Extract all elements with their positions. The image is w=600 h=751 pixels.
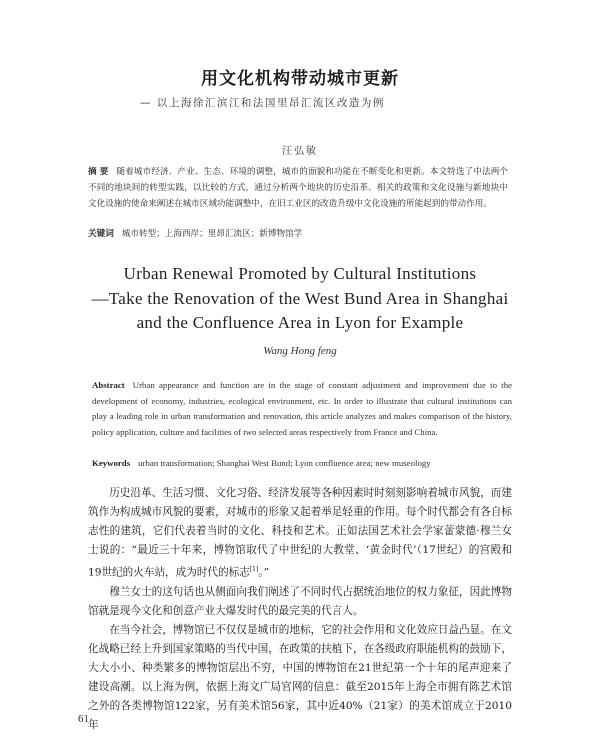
english-keywords-label: Keywords [92, 458, 131, 468]
chinese-title: 用文化机构带动城市更新 [201, 69, 399, 89]
english-title-line: and the Confluence Area in Lyon for Example [136, 313, 464, 332]
english-abstract-text: Urban appearance and function are in the stage of constant adjustment and improvement due to the development of economy, industries, ecological environment, etc. In order to illustrate that cultural institutions can play a leading role in urban transformation and renovation, this article analyzes and makes comparison of the history, policy application, culture and facilities of two selected areas respectively from France and China. [92, 380, 512, 437]
body-paragraph [88, 621, 512, 735]
chinese-abstract-label: 摘 要 [88, 167, 109, 177]
paragraph-text: 历史沿革、生活习惯、文化习俗、经济发展等各种因素时时刻刻影响着城市风貌，而建筑作为构成城市风貌的要素，对城市的形象又起着举足轻重的作用。每个时代都会有各自标志性的建筑，它们代表着当时的文化、科技和艺术。正如法国艺术社会学家蕾蒙德·穆兰女士说的：“最近三十年来，博物馆取代了中世纪的大教堂、‘黄金时代’（17世纪）的宫殿和19世纪的火车站，成为时代的标志 [88, 487, 512, 579]
chinese-abstract-text: 随着城市经济、产业、生态、环境的调整，城市的面貌和功能在不断变化和更新。本文特选了中法两个不同的地块间的转型实践，以比较的方式，通过分析两个地块的历史沿革、相关的政策和文化设施与新地块中文化设施的使命来阐述在城市区域功能调整中，在旧工业区的改造升级中文化设施的所能起到的带动作用。 [88, 167, 508, 209]
body-paragraph [88, 583, 512, 621]
english-author: Wang Hong feng [263, 345, 337, 357]
body-paragraph [88, 484, 512, 583]
chinese-keywords-text: 城市转型；上海西岸；里昂汇流区；新博物馆学 [121, 229, 303, 239]
page-number: 61 [78, 713, 89, 725]
english-abstract [92, 378, 512, 440]
english-abstract-label: Abstract [92, 380, 125, 390]
paragraph-tail: 。” [258, 566, 270, 579]
chinese-keywords-label: 关键词 [88, 229, 114, 239]
chinese-subtitle: — 以上海徐汇滨江和法国里昂汇流区改造为例 [140, 97, 385, 109]
chinese-keywords [88, 227, 508, 241]
chinese-author: 汪弘敏 [282, 146, 318, 157]
english-keywords [92, 456, 512, 470]
english-title-line: —Take the Renovation of the West Bund Area in Shanghai [91, 288, 509, 308]
chinese-abstract [88, 164, 508, 212]
english-title-line: Urban Renewal Promoted by Cultural Institutions [123, 264, 477, 283]
paragraph-text: 穆兰女士的这句话也从侧面向我们阐述了不同时代占据统治地位的权力象征，因此博物馆就是现今文化和创意产业大爆发时代的最完美的代言人。 [88, 585, 512, 617]
body-text [88, 484, 512, 735]
english-keywords-text: urban transformation; Shanghai West Bund; Lyon confluence area; new museology [138, 458, 431, 468]
citation-marker[interactable]: [1] [249, 566, 259, 573]
english-title [60, 262, 540, 336]
paragraph-text: 在当今社会，博物馆已不仅仅是城市的地标，它的社会作用和文化效应日益凸显。在文化战略已经上升到国家策略的当代中国，在政策的扶植下，在各级政府职能机构的鼓励下，大大小小、种类繁多的博物馆层出不穷，中国的博物馆在21世纪第一个十年的尾声迎来了建设高潮。以上海为例，依据上海文广局官网的信息：截至2015年上海全市拥有陈艺术馆之外的各类博物馆122家，另有美术馆56家，其中近40%（21家）的美术馆成立于2010年 [88, 623, 512, 731]
